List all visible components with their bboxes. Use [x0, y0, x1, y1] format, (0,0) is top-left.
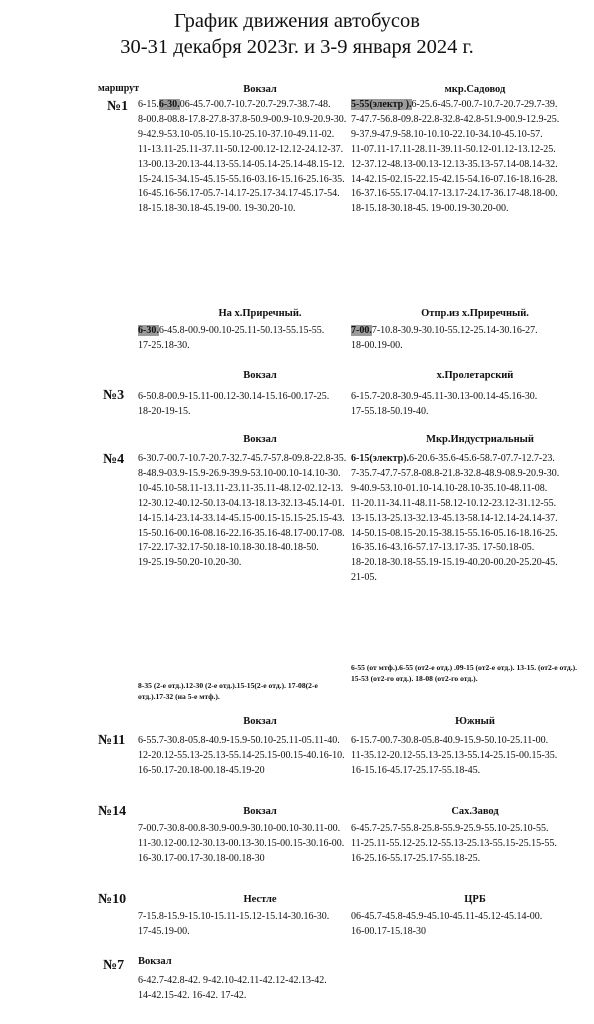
route-11-right-schedule [351, 734, 579, 777]
schedule-row: 6-45.7-25.7-55.8-25.8-55.9-25.9-55.10-25.10-55. [351, 823, 549, 834]
route-1-prirechny-right-heading: Отпр.из х.Приречный. [421, 308, 529, 319]
route-4-left-heading: Вокзал [243, 434, 277, 445]
schedule-row: 16-30.17-00.17-30.18-00.18-30 [138, 852, 265, 864]
schedule-row: 12-20.12-55.13-25.13-55.14-25.15-00.15-40.16-10. [138, 749, 345, 761]
route-3-right-schedule [351, 390, 579, 418]
schedule-row: 14-50.15-08.15-20.15-38.15-55.16-05.16-18.16-25. [351, 527, 558, 539]
route-3-right-heading: х.Пролетарский [436, 370, 514, 381]
route-4-right-note: 6-55 (от мтф.).6-55 (от2-е отд.) .09-15 (от2-е отд.). 13-15. (от2-е отд.). 15-53 (от2-го отд.). 18-08 (от2-го отд.). [351, 663, 578, 683]
schedule-row: 16-35.16-43.16-57.17-13.17-35. 17-50.18-05. [351, 542, 535, 554]
route-number-1: №1 [107, 99, 129, 114]
schedule-row: 6-15.7-20.8-30.9-45.11-30.13-00.14-45.16-30. [351, 391, 538, 402]
schedule-row: 16-37.16-55.17-04.17-13.17-24.17-36.17-48.18-00. [351, 188, 558, 200]
schedule-row: 17-55.18-50.19-40. [351, 405, 429, 417]
schedule-row: 9-42.9-53.10-05.10-15.10-25.10-37.10-49.11-02. [138, 128, 335, 140]
highlighted-time: 6-15(электр). [351, 453, 410, 464]
schedule-row: 7-35.7-47.7-57.8-08.8-21.8-32.8-48.9-08.9-20.9-30. [351, 467, 560, 479]
route-column-label: маршрут [98, 83, 140, 94]
schedule-row: 11-07.11-17.11-28.11-39.11-50.12-01.12-13.12-25. [351, 143, 556, 155]
schedule-row: 6-50.8-00.9-15.11-00.12-30.14-15.16-00.17-25. [138, 391, 330, 402]
schedule-row: 11-25.11-55.12-25.12-55.13-25.13-55.15-25.15-55. [351, 837, 557, 849]
schedule-row: 19-25.19-50.20-10.20-30. [138, 557, 242, 569]
schedule-row: 7-00.7-30.8-00.8-30.9-00.9-30.10-00.10-30.11-00. [138, 823, 341, 834]
schedule-row: 10-45.10-58.11-13.11-23.11-35.11-48.12-02.12-13. [138, 482, 344, 494]
route-4-right-heading: Мкр.Индустриальный [426, 434, 534, 445]
route-7-left-heading: Вокзал [138, 956, 172, 967]
route-4-left-schedule [138, 452, 366, 570]
schedule-row: 18-20-19-15. [138, 405, 191, 417]
page-subtitle: 30-31 декабря 2023г. и 3-9 января 2024 г. [120, 36, 474, 58]
schedule-row: 17-22.17-32.17-50.18-10.18-30.18-40.18-50. [138, 542, 319, 554]
schedule-row: 21-05. [351, 572, 377, 584]
route-3-left-schedule [138, 390, 366, 418]
schedule-row: 6-42.7-42.8-42. 9-42.10-42.11-42.12-42.13-42. [138, 975, 327, 986]
route-10-right-heading: ЦРБ [464, 894, 486, 905]
route-number-14: №14 [98, 804, 127, 819]
schedule-row: 6-55.7-30.8-05.8-40.9-15.9-50.10-25.11-05.11-40. [138, 735, 340, 746]
schedule-row: 17-25.18-30. [138, 339, 190, 351]
schedule-row: 11-35.12-20.12-55.13-25.13-55.14-25.15-00.15-35. [351, 749, 558, 761]
route-14-left-schedule [138, 822, 366, 865]
schedule-row: 06-45.7-45.8-45.9-45.10-45.11-45.12-45.14-00. [351, 911, 543, 922]
schedule-row: 18-15.18-30.18-45. 19-00.19-30.20-00. [351, 203, 509, 215]
route-1-prirechny-right-schedule: 7-00.7-10.8-30.9-30.10-55.12-25.14-30.16-27. 18-00.19-00. [351, 324, 579, 352]
route-3-left-heading: Вокзал [243, 370, 277, 381]
schedule-row: 14-42.15-42. 16-42. 17-42. [138, 989, 247, 1001]
schedule-row: 14-15.14-23.14-33.14-45.15-00.15-15.15-25.15-43. [138, 512, 345, 524]
route-number-10: №10 [98, 892, 127, 907]
schedule-row: 16-50.17-20.18-00.18-45.19-20 [138, 764, 265, 776]
route-11-right-heading: Южный [455, 716, 495, 727]
page-title: График движения автобусов [174, 10, 420, 32]
highlighted-time: 7-00. [351, 325, 372, 336]
schedule-row: 16-00.17-15.18-30 [351, 925, 426, 937]
schedule-row: 11-30.12-00.12-30.13-00.13-30.15-00.15-30.16-00. [138, 837, 345, 849]
route-number-4: №4 [103, 452, 125, 467]
route-11-left-heading: Вокзал [243, 716, 277, 727]
schedule-row: 15-50.16-00.16-08.16-22.16-35.16-48.17-00.17-08. [138, 527, 345, 539]
schedule-row: 18-15.18-30.18-45.19-00. 19-30.20-10. [138, 203, 296, 215]
route-4-left-note: 8-35 (2-е отд.).12-30 (2-е отд.).15-15(2-е отд.). 17-08(2-е отд.).17-32 (на 5-е мтф.). [138, 681, 318, 701]
highlighted-time: 6-30. [138, 325, 159, 336]
route-10-left-schedule [138, 910, 366, 938]
schedule-row: 15-24.15-34.15-45.15-55.16-03.16-15.16-25.16-35. [138, 173, 345, 185]
schedule-row: 9-37.9-47.9-58.10-10.10-22.10-34.10-45.10-57. [351, 128, 543, 140]
route-10-right-schedule [351, 910, 579, 938]
schedule-row: 16-25.16-55.17-25.17-55.18-25. [351, 852, 481, 864]
highlighted-time: 6-30. [158, 99, 180, 110]
schedule-row: 9-40.9-53.10-01.10-14.10-28.10-35.10-48.11-08. [351, 482, 548, 494]
route-11-left-schedule [138, 734, 366, 777]
schedule-row: 7-15.8-15.9-15.10-15.11-15.12-15.14-30.16-30. [138, 911, 330, 922]
schedule-row: 7-47.7-56.8-09.8-22.8-32.8-42.8-51.9-00.9-12.9-25. [351, 113, 560, 125]
schedule-row: 11-20.11-34.11-48.11-58.12-10.12-23.12-31.12-55. [351, 497, 557, 509]
route-1-prirechny-left-schedule: 6-30.6-45.8-00.9-00.10-25.11-50.13-55.15-55. 17-25.18-30. [138, 324, 366, 352]
schedule-row: 16-45.16-56.17-05.7-14.17-25.17-34.17-45.17-54. [138, 188, 340, 200]
schedule-row: 14-42.15-02.15-22.15-42.15-54.16-07.16-18.16-28. [351, 173, 558, 185]
highlighted-time: 5-55(электр ). [351, 99, 412, 110]
route-number-11: №11 [98, 733, 126, 748]
schedule-row: 6-30.7-00.7-10.7-20.7-32.7-45.7-57.8-09.8-22.8-35. [138, 453, 347, 464]
route-10-left-heading: Нестле [243, 894, 277, 905]
route-1-left-heading: Вокзал [243, 84, 277, 95]
route-1-right-heading: мкр.Садовод [444, 84, 506, 95]
schedule-row: 8-00.8-08.8-17.8-27.8-37.8-50.9-00.9-10.9-20.9-30. [138, 113, 347, 125]
schedule-row: 18-20.18-30.18-55.19-15.19-40.20-00.20-25.20-45. [351, 557, 558, 569]
schedule-row: 8-48.9-03.9-15.9-26.9-39.9-53.10-00.10-14.10-30. [138, 467, 341, 479]
schedule-row: 12-30.12-40.12-50.13-04.13-18.13-32.13-45.14-01. [138, 497, 345, 509]
schedule-row: 17-45.19-00. [138, 925, 190, 937]
schedule-row: 6-15.7-00.7-30.8-05.8-40.9-15.9-50.10-25.11-00. [351, 735, 549, 746]
route-1-left-schedule: 6-15.6-30.06-45.7-00.7-10.7-20.7-29.7-38.7-48. 8-00.8-08.8-17.8-27.8-37.8-50.9-00.9-10.9-20.9-30. 9-42.9-53.10-05.10-15.10-25.10-37.10-49.11-02. 11-13.11-25.11-37.11-50.12-00.12-12.12-24.12-37. 13-00.13-20.13-44.13-55.14-05.14-25.14-48.15-12. 15-24.15-34.15-45.15-55.16-03.16-15.16-25.16-35. 16-45.16-56.17-05.7-14.17-25.17-34.17-45.17-54. 18-15.18-30.18-45.19-00. 19-30.20-10. [138, 98, 366, 216]
schedule-row: 11-13.11-25.11-37.11-50.12-00.12-12.12-24.12-37. [138, 143, 344, 155]
route-14-right-heading: Сах.Завод [451, 806, 499, 817]
route-number-3: №3 [103, 388, 125, 403]
route-1-right-schedule: 5-55(электр ).6-25.6-45.7-00.7-10.7-20.7-29.7-39. 7-47.7-56.8-09.8-22.8-32.8-42.8-51.9-00.9-12.9-25. 9-37.9-47.9-58.10-10.10-22.10-34.10-45.10-57. 11-07.11-17.11-28.11-39.11-50.12-01.12-13.12-25. 12-37.12-48.13-00.13-12.13-35.13-57.14-08.14-32. 14-42.15-02.15-22.15-42.15-54.16-07.16-18.16-28. 16-37.16-55.17-04.17-13.17-24.17-36.17-48.18-00. 18-15.18-30.18-45. 19-00.19-30.20-00. [351, 98, 579, 216]
route-4-right-schedule: 6-15(электр).6-20.6-35.6-45.6-58.7-07.7-12.7-23. 7-35.7-47.7-57.8-08.8-21.8-32.8-48.9-08.9-20.9-30. 9-40.9-53.10-01.10-14.10-28.10-35.10-48.11-08. 11-20.11-34.11-48.11-58.12-10.12-23.12-31.12-55. 13-15.13-25.13-32.13-45.13-58.14-12.14-24.14-37. 14-50.15-08.15-20.15-38.15-55.16-05.16-18.16-25. 16-35.16-43.16-57.17-13.17-35. 17-50.18-05. 18-20.18-30.18-55.19-15.19-40.20-00.20-25.20-45. 21-05. [351, 452, 579, 585]
route-1-prirechny-left-heading: На х.Приречный. [218, 308, 302, 319]
schedule-row: 13-00.13-20.13-44.13-55.14-05.14-25.14-48.15-12. [138, 158, 345, 170]
route-number-7: №7 [103, 958, 125, 973]
schedule-row: 13-15.13-25.13-32.13-45.13-58.14-12.14-24.14-37. [351, 512, 558, 524]
route-14-left-heading: Вокзал [243, 806, 277, 817]
schedule-row: 16-15.16-45.17-25.17-55.18-45. [351, 764, 481, 776]
route-7-left-schedule [138, 974, 366, 1002]
schedule-row: 18-00.19-00. [351, 339, 403, 351]
schedule-row: 12-37.12-48.13-00.13-12.13-35.13-57.14-08.14-32. [351, 158, 558, 170]
route-14-right-schedule [351, 822, 579, 865]
